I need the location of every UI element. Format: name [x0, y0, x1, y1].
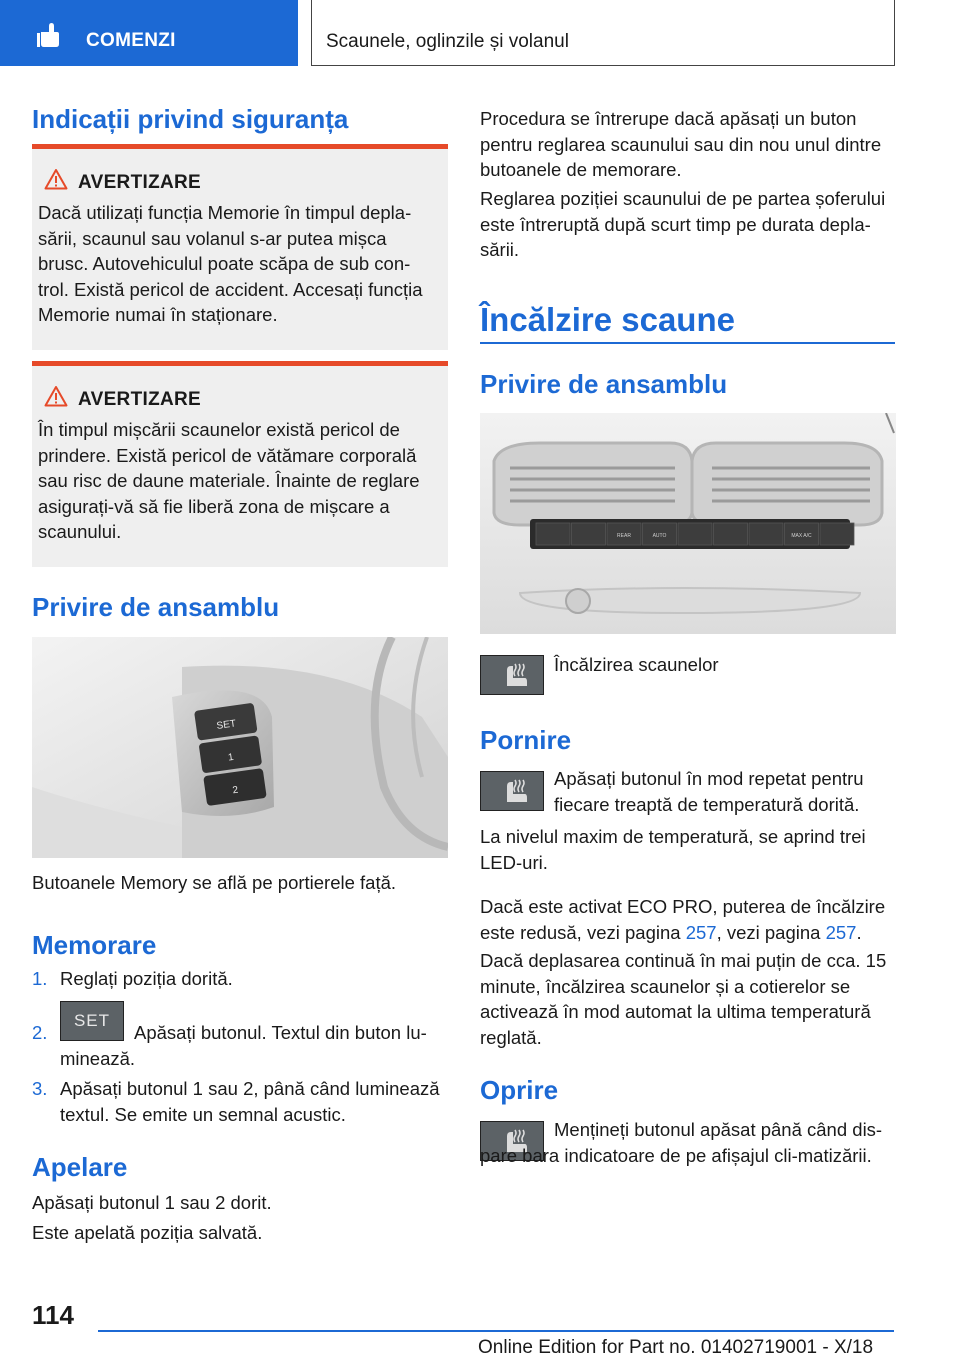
section-header [311, 0, 895, 66]
warning-box-1 [32, 144, 448, 350]
warning-triangle-icon [44, 168, 68, 190]
pornire-icon-text: Apăsați butonul în mod repetat pentru fiecare treaptă de temperatură dorită. [554, 768, 864, 815]
heading-seat-heating: Încălzire scaune [480, 301, 735, 338]
page-link-257[interactable]: 257 [685, 921, 717, 943]
heading-safety: Indicații privind siguranța [32, 104, 349, 134]
step-text: Apăsați butonul 1 sau 2, până când luminează textul. Se emite un semnal acustic. [60, 1078, 440, 1125]
paragraph-interrupt: Procedura se întrerupe dacă apăsați un buton pentru reglarea scaunului sau din nou unul dintre butoanele de memorare. [480, 108, 882, 180]
footer-rule [98, 1330, 894, 1332]
hand-pointer-icon [36, 22, 64, 48]
warning-text-2: În timpul mișcării scaunelor există pericol de prindere. Există pericol de vătămare corporală sau risc de daune materiale. Înainte de reglare asigurați-vă să fie liberă zona de mișcare a scaunului. [38, 419, 420, 542]
eco-text-middle: , vezi pagina [716, 921, 826, 943]
climate-button [820, 523, 854, 545]
climate-button [678, 523, 712, 545]
step-text: Apăsați butonul. Textul din buton lu-minează. [60, 1022, 427, 1069]
page-link-257[interactable]: 257 [825, 921, 857, 943]
heading-pornire: Pornire [480, 725, 572, 755]
footer-edition: Online Edition for Part no. 01402719001 - X/18 [478, 1337, 874, 1358]
warning-title-1: AVERTIZARE [78, 172, 201, 193]
apelare-text-1: Apăsați butonul 1 sau 2 dorit. [32, 1192, 272, 1213]
seat-heating-label: Încălzirea scaunelor [554, 654, 719, 675]
pornire-text-3: Dacă deplasarea continuă în mai puțin de cca. 15 minute, încălzirea scaunelor și a cotierelor se activează în mod automat la ultima temperatură reglată. [480, 950, 887, 1048]
step-number: 2. [32, 1022, 48, 1043]
climate-panel-image [480, 413, 896, 634]
step-number: 3. [32, 1078, 48, 1099]
door-memory-buttons-image [32, 637, 448, 858]
image-caption: Butoanele Memory se află pe portierele față. [32, 872, 397, 893]
heading-overview-left: Privire de ansamblu [32, 592, 280, 622]
door-button-set: SET [215, 718, 237, 732]
oprire-text: Mențineți butonul apăsat până când dis-pare bara indicatoare de pe afișajul cli-matizării. [480, 1119, 883, 1166]
pornire-text-1: La nivelul maxim de temperatură, se aprind trei LED-uri. [480, 826, 866, 873]
paragraph-driver-seat: Reglarea poziției scaunului de pe partea șoferului este întreruptă după scurt timp pe durata depla-sării. [480, 188, 886, 260]
eco-text-start: Dacă este activat ECO PRO, puterea de încălzire este redusă, vezi pagina [480, 896, 886, 943]
heading-rule [480, 342, 895, 344]
climate-button [749, 523, 783, 545]
heading-apelare: Apelare [32, 1152, 128, 1182]
page-number: 114 [32, 1300, 74, 1330]
seat-heating-icon [480, 655, 544, 695]
climate-button-label: AUTO [652, 533, 667, 539]
set-button-label: SET [73, 1011, 111, 1030]
warning-box-2 [32, 361, 448, 567]
chapter-label: COMENZI [86, 30, 176, 51]
climate-button-label: MAX A/C [791, 533, 812, 539]
step-number: 1. [32, 968, 48, 989]
pornire-eco-text [480, 894, 896, 945]
door-button-2: 2 [231, 784, 239, 797]
warning-text-1: Dacă utilizați funcția Memorie în timpul depla-sării, scaunul sau volanul s-ar putea mișca brusc. Autovehiculul poate scăpa de sub con-trol. Există pericol de accident. Accesați funcția Memorie numai în staționare. [38, 202, 423, 325]
seat-heating-icon [480, 771, 544, 811]
climate-button [536, 523, 570, 545]
heading-memorare: Memorare [32, 930, 157, 960]
climate-button [714, 523, 748, 545]
warning-title-2: AVERTIZARE [78, 389, 201, 410]
section-title: Scaunele, oglinzile și volanul [326, 31, 569, 52]
climate-button [572, 523, 606, 545]
eco-text-end: . [856, 921, 862, 943]
apelare-text-2: Este apelată poziția salvată. [32, 1222, 263, 1243]
door-button-1: 1 [227, 751, 235, 764]
heading-oprire: Oprire [480, 1075, 559, 1105]
chapter-tab[interactable] [0, 0, 298, 66]
climate-button-label: REAR [617, 533, 631, 539]
step-1 [32, 966, 448, 992]
heading-overview-right: Privire de ansamblu [480, 369, 728, 399]
step-text: Reglați poziția dorită. [60, 968, 233, 989]
warning-triangle-icon [44, 385, 68, 407]
step-3 [32, 1076, 448, 1125]
